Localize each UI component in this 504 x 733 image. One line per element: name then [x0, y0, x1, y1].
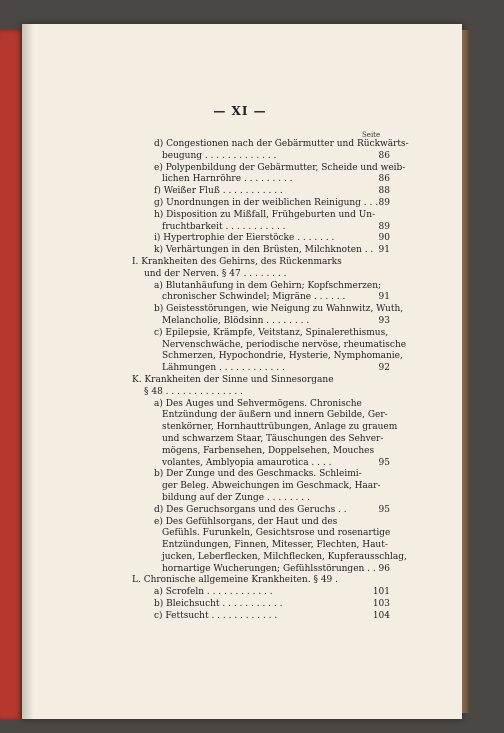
- toc-entry: [132, 517, 390, 529]
- toc-entry-text: a) Des Auges und Sehvermögens. Chronische: [154, 398, 362, 409]
- page-gutter-shadow: [22, 24, 34, 719]
- toc-entry: [132, 339, 407, 352]
- toc-entry: [132, 493, 390, 505]
- toc-entry-text: K. Krankheiten der Sinne und Sinnesorgane: [132, 374, 334, 385]
- toc-entry-page: 86: [378, 174, 390, 185]
- toc-entry: [132, 162, 406, 175]
- toc-entry-text: Entzündungen, Finnen, Mitesser, Flechten, Haut-: [162, 540, 388, 551]
- toc-entry: [132, 434, 390, 446]
- toc-entry: [132, 469, 390, 481]
- toc-entry-text: h) Disposition zu Mißfall, Frühgeburten und Un-: [154, 209, 376, 220]
- toc-entry: [132, 292, 390, 304]
- toc-entry-text: c) Fettsucht . . . . . . . . . . . .: [154, 610, 278, 621]
- toc-entry: [132, 481, 390, 493]
- toc-entry: [132, 599, 390, 611]
- column-label-seite: Seite: [362, 131, 381, 139]
- toc-entry-text: beugung . . . . . . . . . . . . .: [162, 150, 277, 161]
- toc-entry: [132, 505, 390, 517]
- toc-entry: [132, 458, 390, 470]
- toc-entry-text: Melancholie, Blödsinn . . . . . . . .: [162, 315, 310, 326]
- toc-entry-text: a) Scrofeln . . . . . . . . . . . .: [154, 587, 273, 598]
- toc-entry-text: d) Des Geruchsorgans und des Geruchs . .: [154, 504, 347, 515]
- toc-entry: [132, 351, 403, 363]
- toc-entry: [132, 198, 390, 210]
- toc-entry-text: Nervenschwäche, periodische nervöse, rheumatische: [162, 339, 407, 350]
- toc-entry-page: 104: [372, 610, 390, 621]
- toc-entry-page: 95: [378, 457, 390, 468]
- toc-entry: [132, 540, 390, 552]
- toc-entry-text: e) Polypenbildung der Gebärmutter, Scheide und weib-: [154, 162, 406, 173]
- toc-entry-page: 103: [372, 599, 390, 610]
- toc-entry-text: b) Der Zunge und des Geschmacks. Schleimi-: [154, 469, 362, 480]
- toc-entry: [132, 233, 390, 245]
- toc-entry-text: Entzündung der äußern und innern Gebilde, Ger-: [162, 410, 388, 421]
- toc-entry-text: und der Nerven. § 47 . . . . . . . .: [144, 268, 287, 279]
- toc-entry: [132, 222, 390, 234]
- toc-entry-text: lichen Harnröhre . . . . . . . . .: [162, 174, 293, 185]
- toc-entry-text: b) Geistesstörungen, wie Neigung zu Wahnwitz, Wuth,: [154, 304, 404, 315]
- toc-entry-text: i) Hypertrophie der Eierstöcke . . . . . . .: [154, 233, 335, 244]
- toc-entry: [132, 281, 390, 293]
- toc-entry-page: 93: [378, 315, 390, 326]
- toc-entry-text: d) Congestionen nach der Gebärmutter und Rückwärts-: [154, 139, 409, 149]
- toc-entry: [132, 245, 390, 257]
- toc-entry-text: k) Verhärtungen in den Brüsten, Milchknoten . .: [154, 245, 374, 256]
- toc-entry-page: 101: [372, 587, 390, 598]
- toc-entry-text: volantes, Amblyopia amaurotica . . . .: [162, 457, 332, 468]
- toc-entry-text: b) Bleichsucht . . . . . . . . . . .: [154, 599, 283, 610]
- toc-entry: [132, 528, 390, 540]
- toc-entry-page: 88: [378, 186, 390, 197]
- toc-entry-text: e) Des Gefühlsorgans, der Haut und des: [154, 516, 338, 527]
- toc-entry: [132, 611, 390, 623]
- toc-entry: [132, 399, 390, 411]
- toc-entry-text: hornartige Wucherungen; Gefühlsstörungen . .: [162, 563, 376, 574]
- toc-entry-page: 86: [378, 150, 390, 161]
- toc-entry: [132, 304, 404, 316]
- toc-entry-page: 91: [378, 292, 390, 303]
- toc-entry-text: mögens, Farbensehen, Doppelsehen, Mouches: [162, 445, 375, 456]
- page-number-header: — XI —: [213, 104, 267, 118]
- toc-entry: [132, 316, 390, 328]
- toc-entry-text: stenkörner, Hornhauttrübungen, Anlage zu grauem: [162, 422, 398, 433]
- toc-entry-text: f) Weißer Fluß . . . . . . . . . . .: [154, 186, 283, 197]
- toc-entry-text: chronischer Schwindel; Migräne . . . . . .: [162, 292, 346, 303]
- toc-entry-text: fruchtbarkeit . . . . . . . . . . .: [162, 221, 286, 232]
- toc-entry-text: ger Beleg. Abweichungen im Geschmack, Haar-: [162, 481, 381, 492]
- toc-entry: [132, 387, 390, 399]
- toc-entry: [132, 551, 407, 564]
- toc-entry: [132, 410, 390, 422]
- toc-entry: [132, 575, 390, 587]
- toc-entry-text: L. Chronische allgemeine Krankheiten. § 49 .: [132, 575, 338, 586]
- toc-entry: [132, 139, 409, 151]
- toc-entry-page: 89: [378, 221, 390, 232]
- toc-entry-text: und schwarzem Staar, Täuschungen des Sehver-: [162, 433, 384, 444]
- toc-entry-text: § 48 . . . . . . . . . . . . . .: [144, 386, 243, 397]
- toc-entry-text: Lähmungen . . . . . . . . . . . .: [162, 363, 285, 374]
- toc-entry: [132, 363, 390, 375]
- toc-entry: [132, 186, 390, 198]
- toc-entry-text: g) Unordnungen in der weiblichen Reinigung . . .: [154, 197, 379, 208]
- toc-entry: [132, 587, 390, 599]
- toc-entry: [132, 328, 390, 340]
- toc-entry: [132, 269, 390, 281]
- adjacent-page-edge: [0, 30, 24, 720]
- toc-entry: [132, 375, 390, 387]
- toc-entry-text: jucken, Leberflecken, Milchflecken, Kupferausschlag,: [162, 551, 407, 562]
- toc-entry: [132, 422, 398, 434]
- toc-entry-page: 96: [378, 563, 390, 574]
- toc-entry: [132, 210, 390, 222]
- toc-entry-text: Gefühls. Furunkeln, Gesichtsrose und rosenartige: [162, 528, 391, 539]
- toc-entry-page: 95: [378, 504, 390, 515]
- toc-entry: [132, 446, 390, 458]
- toc-entry-page: 89: [378, 197, 390, 208]
- toc-entry-page: 92: [378, 363, 390, 374]
- toc-entry-page: 90: [378, 233, 390, 244]
- toc-entry-text: a) Blutanhäufung in dem Gehirn; Kopfschmerzen;: [154, 280, 382, 291]
- table-of-contents: [132, 139, 409, 623]
- toc-entry-text: Schmerzen, Hypochondrie, Hysterie, Nymphomanie,: [162, 351, 403, 362]
- toc-entry: [132, 174, 390, 186]
- toc-entry: [132, 151, 390, 163]
- toc-entry-page: 91: [378, 245, 390, 256]
- toc-entry-text: I. Krankheiten des Gehirns, des Rückenmarks: [132, 256, 342, 267]
- toc-entry-text: bildung auf der Zunge . . . . . . . .: [162, 492, 310, 503]
- toc-entry-text: c) Epilepsie, Krämpfe, Veitstanz, Spinalerethismus,: [154, 327, 389, 338]
- toc-entry: [132, 564, 390, 576]
- toc-entry: [132, 257, 390, 269]
